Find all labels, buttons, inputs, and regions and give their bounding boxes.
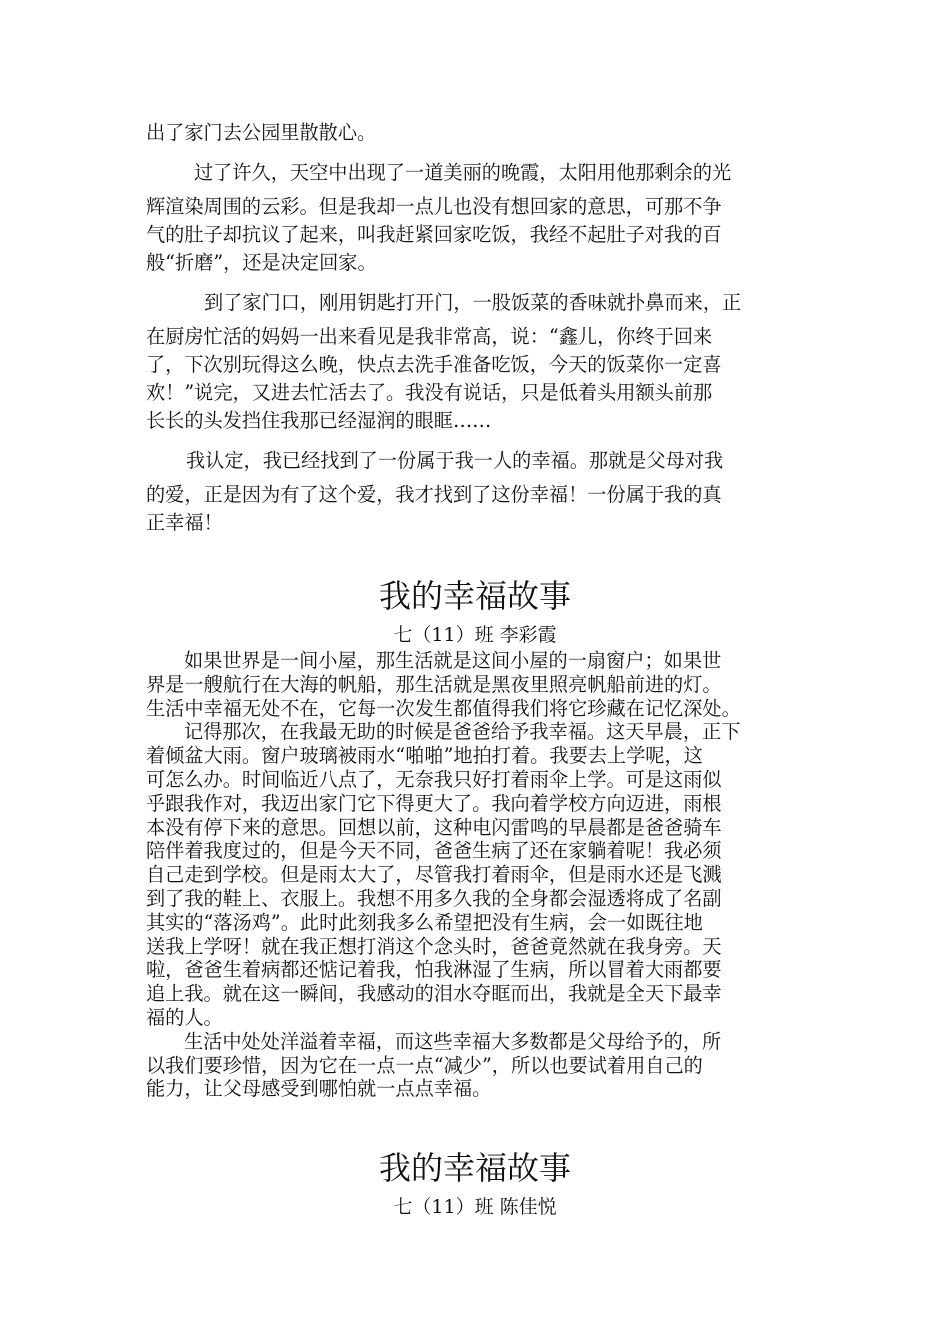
text-line: 过了许久，天空中出现了一道美丽的晚霞，太阳用他那剩余的光 (194, 161, 732, 184)
essay2-author: 七（11）班 李彩霞 (393, 624, 557, 646)
text-line: 到了家门口，刚用钥匙打开门，一股饭菜的香味就扑鼻而来，正 (204, 291, 742, 314)
text-line: 以我们要珍惜，因为它在一点一点“减少”，所以也要试着用自己的 (146, 1053, 703, 1077)
text-line: 着倾盆大雨。窗户玻璃被雨水“啪啪”地拍打着。我要去上学呢，这 (146, 744, 703, 768)
text-line: 界是一艘航行在大海的帆船，那生活就是黑夜里照亮帆船前进的灯。 (146, 672, 722, 696)
text-line: 追上我。就在这一瞬间，我感动的泪水夺眶而出，我就是全天下最幸 (146, 982, 722, 1006)
text-line: 的爱，正是因为有了这个爱，我才找到了这份幸福！一份属于我的真 (146, 483, 722, 506)
text-line: 长长的头发挡住我那已经湿润的眼眶…… (146, 409, 492, 432)
text-line: 生活中幸福无处不在，它每一次发生都值得我们将它珍藏在记忆深处。 (146, 696, 741, 720)
text-line: 送我上学呀！就在我正想打消这个念头时，爸爸竟然就在我身旁。天 (146, 934, 722, 958)
essay2-title: 我的幸福故事 (378, 577, 571, 615)
text-line: 乎跟我作对，我迈出家门它下得更大了。我向着学校方向迈进，雨根 (146, 791, 722, 815)
essay1-continued (146, 120, 816, 538)
essay2-body (146, 649, 816, 1101)
text-line: 般“折磨”，还是决定回家。 (146, 251, 377, 274)
text-line: 其实的“落汤鸡”。此时此刻我多么希望把没有生病，会一如既往地 (146, 910, 703, 934)
text-line: 生活中处处洋溢着幸福，而这些幸福大多数都是父母给予的，所 (184, 1029, 722, 1053)
text-line: 可怎么办。时间临近八点了，无奈我只好打着雨伞上学。可是这雨似 (146, 767, 722, 791)
text-line: 辉渲染周围的云彩。但是我却一点儿也没有想回家的意思，可那不争 (146, 195, 722, 218)
essay3-author: 七（11）班 陈佳悦 (393, 1196, 557, 1218)
text-line: 自己走到学校。但是雨太大了，尽管我打着雨伞，但是雨水还是飞溅 (146, 863, 722, 887)
text-line: 正幸福！ (146, 511, 223, 534)
essay3-title: 我的幸福故事 (378, 1149, 571, 1187)
essay1-paragraph-1 (146, 160, 816, 276)
text-line: 了，下次别玩得这么晚，快点去洗手准备吃饭，今天的饭菜你一定喜 (146, 353, 722, 376)
text-line: 到了我的鞋上、衣服上。我想不用多久我的全身都会湿透将成了名副 (146, 886, 722, 910)
text-line: 能力，让父母感受到哪怕就一点点幸福。 (146, 1077, 492, 1101)
text-line: 记得那次，在我最无助的时候是爸爸给予我幸福。这天早晨，正下 (184, 720, 741, 744)
text-line: 本没有停下来的意思。回想以前，这种电闪雷鸣的早晨都是爸爸骑车 (146, 815, 722, 839)
text-line: 如果世界是一间小屋，那生活就是这间小屋的一扇窗户；如果世 (184, 649, 722, 672)
text-line: 陪伴着我度过的，但是今天不同，爸爸生病了还在家躺着呢！我必须 (146, 839, 722, 863)
text-line: 气的肚子却抗议了起来，叫我赶紧回家吃饭，我经不起肚子对我的百 (146, 223, 722, 246)
text-line: 欢！”说完，又进去忙活去了。我没有说话，只是低着头用额头前那 (146, 381, 713, 404)
text-line: 啦，爸爸生着病都还惦记着我，怕我淋湿了生病，所以冒着大雨都要 (146, 958, 722, 982)
text-line: 在厨房忙活的妈妈一出来看见是我非常高，说：“鑫儿，你终于回来 (146, 325, 713, 348)
text-line: 我认定，我已经找到了一份属于我一人的幸福。那就是父母对我 (186, 449, 724, 472)
essay1-paragraph-3 (146, 448, 816, 536)
text-line: 福的人。 (146, 1005, 223, 1029)
essay1-paragraph-2 (146, 290, 816, 434)
essay1-p0-line: 出了家门去公园里散散心。 (146, 121, 377, 144)
